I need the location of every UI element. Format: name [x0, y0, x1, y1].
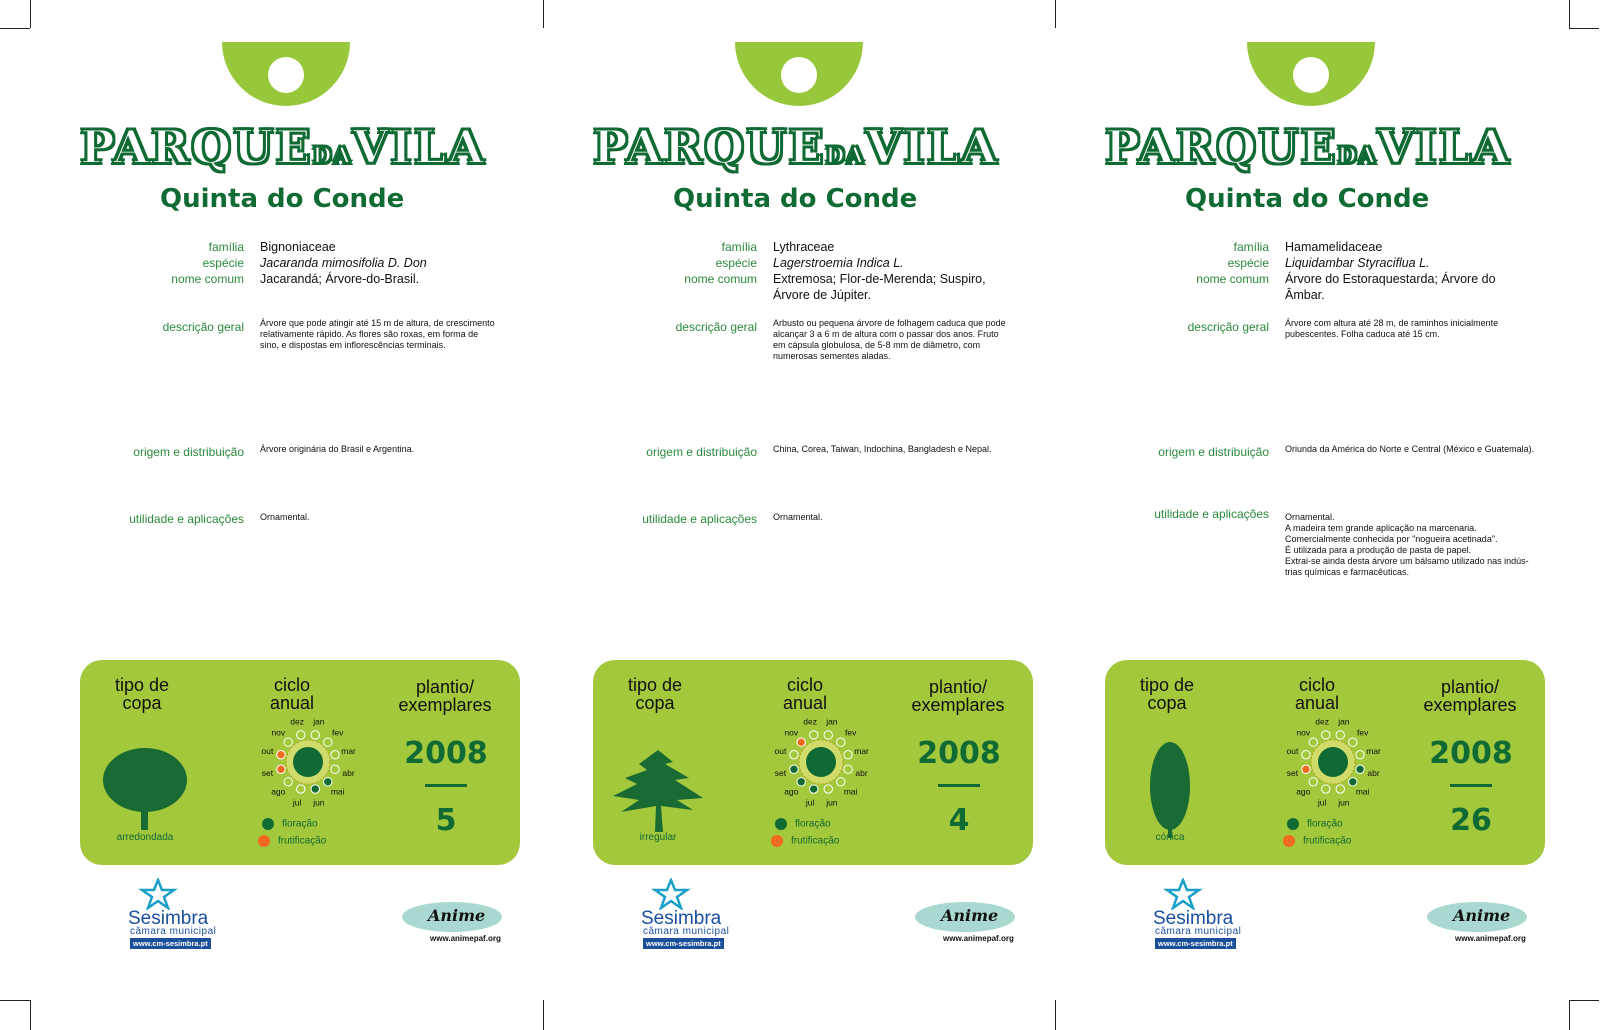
- label-especie: espécie: [1227, 256, 1269, 270]
- month-label-abr: abr: [342, 767, 355, 778]
- descricao-value: Arbusto ou pequena árvore de folhagem caduca que pode alcançar 3 a 6 m de altura com o passar dos anos. Fruto em cápsula globulosa, de 5-8 mm de diâmetro, com numerosas sementes aladas.: [773, 318, 1006, 361]
- sesimbra-url: www.cm-sesimbra.pt: [1155, 938, 1236, 949]
- month-label-mai: mai: [843, 786, 858, 797]
- hanger-tab: [735, 42, 863, 106]
- month-dot-dez: [810, 731, 818, 739]
- sesimbra-url: www.cm-sesimbra.pt: [643, 938, 724, 949]
- especie-value: Lagerstroemia Indica L.: [773, 256, 904, 270]
- origem-value: Oriunda da América do Norte e Central (México e Guatemala).: [1285, 444, 1535, 454]
- plantio-divider: [1450, 784, 1492, 787]
- sesimbra-name: Sesimbra: [1153, 908, 1234, 929]
- month-dot-jun: [311, 785, 319, 793]
- plantio-divider: [425, 784, 467, 787]
- info-panel: [1105, 660, 1545, 865]
- sesimbra-subtitle: câmara municipal: [1155, 926, 1242, 937]
- label-origem: origem e distribuição: [133, 445, 244, 459]
- plantio-year: 2008: [404, 736, 488, 771]
- subtitle: Quinta do Conde: [160, 184, 405, 214]
- month-dot-mar: [1356, 751, 1364, 759]
- anime-name: Anime: [941, 906, 999, 925]
- anime-name: Anime: [428, 906, 486, 925]
- info-panel: [80, 660, 520, 865]
- familia-value: Hamamelidaceae: [1285, 240, 1383, 254]
- month-label-ago: ago: [1296, 786, 1311, 797]
- label-especie: espécie: [715, 256, 757, 270]
- month-dot-mar: [844, 751, 852, 759]
- crop-mark: [0, 1000, 30, 1001]
- month-label-dez: dez: [803, 716, 817, 727]
- hanger-tab: [1247, 42, 1375, 106]
- month-label-ago: ago: [271, 786, 286, 797]
- month-label-jul: jul: [292, 797, 302, 808]
- month-label-mar: mar: [341, 746, 356, 757]
- logo-word-da: DA: [312, 143, 353, 169]
- label-descricao: descrição geral: [675, 320, 757, 334]
- logo-word-parque: PARQUE: [80, 120, 313, 174]
- label-especie: espécie: [202, 256, 244, 270]
- sesimbra-logo: [128, 880, 228, 950]
- origem-value: Árvore originária do Brasil e Argentina.: [260, 444, 415, 454]
- month-dot-jan: [824, 731, 832, 739]
- month-label-nov: nov: [784, 727, 799, 738]
- month-dot-abr: [844, 765, 852, 773]
- month-label-ago: ago: [784, 786, 799, 797]
- legend-frutificacao: frutificação: [258, 835, 326, 847]
- month-dot-ago: [284, 778, 292, 786]
- anime-logo: [400, 898, 510, 948]
- plantio-year: 2008: [917, 736, 1001, 771]
- label-origem: origem e distribuição: [1158, 445, 1269, 459]
- sesimbra-name: Sesimbra: [128, 908, 209, 929]
- month-label-fev: fev: [845, 727, 857, 738]
- frutificacao-dot-icon: [771, 835, 783, 847]
- crop-mark: [1569, 1000, 1570, 1030]
- month-dot-abr: [1356, 765, 1364, 773]
- descricao-value: Árvore que pode atingir até 15 m de altura, de crescimento relativamente rápido. As flores são roxas, em forma de sino, e dispostas em inflorescências terminais.: [260, 318, 495, 350]
- panel-ciclo-anual-title: ciclo anual: [782, 675, 828, 713]
- panel-plantio-title: plantio/ exemplares: [398, 677, 492, 715]
- label-familia: família: [1233, 240, 1269, 254]
- month-dot-jan: [1336, 731, 1344, 739]
- floracao-dot-icon: [262, 818, 274, 830]
- legend-floracao: floração: [775, 818, 831, 830]
- month-label-mai: mai: [1355, 786, 1370, 797]
- month-dot-jan: [311, 731, 319, 739]
- month-dot-mai: [837, 778, 845, 786]
- tree-card: [1055, 0, 1567, 1030]
- label-utilidade: utilidade e aplicações: [129, 512, 244, 526]
- origem-value: China, Corea, Taiwan, Indochina, Bangladesh e Nepal.: [773, 444, 992, 454]
- parque-da-vila-logo: [1105, 120, 1525, 186]
- exemplares-count: 4: [948, 803, 970, 838]
- anime-url: www.animepaf.org: [943, 934, 1014, 943]
- frutificacao-dot-icon: [258, 835, 270, 847]
- crop-mark: [1569, 1000, 1599, 1001]
- subtitle: Quinta do Conde: [673, 184, 918, 214]
- month-dot-dez: [1322, 731, 1330, 739]
- month-dot-jun: [824, 785, 832, 793]
- tree-card: [543, 0, 1055, 1030]
- crown-type-label: cónica: [1155, 832, 1185, 843]
- exemplares-count: 26: [1450, 803, 1492, 838]
- crown-shape-icon: [603, 740, 713, 840]
- month-label-out: out: [774, 746, 787, 757]
- hanger-tab: [222, 42, 350, 106]
- subtitle: Quinta do Conde: [1185, 184, 1430, 214]
- logo-word-vila: VILA: [865, 120, 999, 174]
- annual-cycle-wheel: [741, 716, 871, 816]
- exemplares-count: 5: [435, 803, 457, 838]
- month-label-jan: jan: [313, 716, 325, 727]
- label-utilidade: utilidade e aplicações: [1154, 507, 1269, 521]
- label-nome-comum: nome comum: [1196, 272, 1269, 286]
- month-label-set: set: [261, 767, 274, 778]
- month-dot-set: [790, 765, 798, 773]
- month-dot-fev: [1349, 738, 1357, 746]
- label-descricao: descrição geral: [1187, 320, 1269, 334]
- month-label-jun: jun: [313, 797, 325, 808]
- month-dot-ago: [797, 778, 805, 786]
- especie-value: Jacaranda mimosifolia D. Don: [260, 256, 427, 270]
- month-label-mar: mar: [1366, 746, 1381, 757]
- starfish-icon: [1163, 878, 1203, 910]
- crown-shape-icon: [1115, 740, 1225, 840]
- especie-value: Liquidambar Styraciflua L.: [1285, 256, 1430, 270]
- sesimbra-logo: [1153, 880, 1253, 950]
- floracao-dot-icon: [1287, 818, 1299, 830]
- starfish-icon: [651, 878, 691, 910]
- legend-frutificacao: frutificação: [1283, 835, 1351, 847]
- floracao-dot-icon: [775, 818, 787, 830]
- annual-cycle-wheel: [1253, 716, 1383, 816]
- annual-cycle-wheel: [228, 716, 358, 816]
- familia-value: Bignoniaceae: [260, 240, 336, 254]
- month-dot-abr: [331, 765, 339, 773]
- month-dot-jul: [810, 785, 818, 793]
- month-dot-out: [277, 751, 285, 759]
- label-nome-comum: nome comum: [171, 272, 244, 286]
- label-familia: família: [721, 240, 757, 254]
- anime-url: www.animepaf.org: [1455, 934, 1526, 943]
- month-dot-ago: [1309, 778, 1317, 786]
- label-utilidade: utilidade e aplicações: [642, 512, 757, 526]
- panel-tipo-copa-title: tipo de copa: [627, 675, 683, 713]
- month-label-dez: dez: [290, 716, 304, 727]
- month-label-abr: abr: [855, 767, 868, 778]
- month-label-jan: jan: [1338, 716, 1350, 727]
- month-dot-set: [1302, 765, 1310, 773]
- utilidade-value: Ornamental. A madeira tem grande aplicação na marcenaria. Comercialmente conhecida por "nogueira acetinada". É utilizada para a produção de pasta de papel. Extrai-se ainda desta árvore um bálsamo utilizado nas indús- trias químicas e farmacêuticas.: [1285, 512, 1529, 577]
- crop-mark: [1569, 28, 1599, 29]
- plantio-divider: [938, 784, 980, 787]
- plantio-year: 2008: [1429, 736, 1513, 771]
- month-dot-nov: [1309, 738, 1317, 746]
- month-dot-fev: [837, 738, 845, 746]
- utilidade-value: Ornamental.: [260, 512, 310, 522]
- nome-comum-value: Extremosa; Flor-de-Merenda; Suspiro, Árvore de Júpiter.: [773, 272, 986, 302]
- month-label-nov: nov: [271, 727, 286, 738]
- sesimbra-name: Sesimbra: [641, 908, 722, 929]
- anime-logo: [913, 898, 1023, 948]
- month-label-set: set: [774, 767, 787, 778]
- month-label-out: out: [261, 746, 274, 757]
- legend-floracao: floração: [1287, 818, 1343, 830]
- month-dot-set: [277, 765, 285, 773]
- sesimbra-logo: [641, 880, 741, 950]
- month-dot-jun: [1336, 785, 1344, 793]
- logo-word-vila: VILA: [352, 120, 486, 174]
- familia-value: Lythraceae: [773, 240, 835, 254]
- frutificacao-dot-icon: [1283, 835, 1295, 847]
- month-label-abr: abr: [1367, 767, 1380, 778]
- anime-logo: [1425, 898, 1535, 948]
- tree-card: [30, 0, 542, 1030]
- month-label-fev: fev: [1357, 727, 1369, 738]
- month-label-jun: jun: [1338, 797, 1350, 808]
- crown-shape-icon: [90, 740, 200, 840]
- month-dot-mai: [1349, 778, 1357, 786]
- logo-word-parque: PARQUE: [1105, 120, 1338, 174]
- crown-type-label: arredondada: [116, 832, 174, 843]
- legend-floracao: floração: [262, 818, 318, 830]
- panel-plantio-title: plantio/ exemplares: [1423, 677, 1517, 715]
- month-dot-out: [790, 751, 798, 759]
- panel-tipo-copa-title: tipo de copa: [114, 675, 170, 713]
- month-label-dez: dez: [1315, 716, 1329, 727]
- legend-frutificacao: frutificação: [771, 835, 839, 847]
- anime-name: Anime: [1453, 906, 1511, 925]
- month-label-mai: mai: [330, 786, 345, 797]
- logo-word-da: DA: [825, 143, 866, 169]
- sesimbra-subtitle: câmara municipal: [130, 926, 217, 937]
- logo-word-vila: VILA: [1377, 120, 1511, 174]
- month-label-set: set: [1286, 767, 1299, 778]
- month-dot-jul: [1322, 785, 1330, 793]
- nome-comum-value: Árvore do Estoraquestarda; Árvore do Âmbar.: [1285, 272, 1496, 302]
- parque-da-vila-logo: [80, 120, 500, 186]
- label-nome-comum: nome comum: [684, 272, 757, 286]
- label-origem: origem e distribuição: [646, 445, 757, 459]
- crop-mark: [1569, 0, 1570, 28]
- month-label-fev: fev: [332, 727, 344, 738]
- anime-url: www.animepaf.org: [430, 934, 501, 943]
- panel-ciclo-anual-title: ciclo anual: [269, 675, 315, 713]
- month-dot-nov: [797, 738, 805, 746]
- month-label-jan: jan: [826, 716, 838, 727]
- utilidade-value: Ornamental.: [773, 512, 823, 522]
- month-dot-dez: [297, 731, 305, 739]
- month-label-nov: nov: [1296, 727, 1311, 738]
- descricao-value: Árvore com altura até 28 m, de raminhos inicialmente pubescentes. Folha caduca até 15 cm.: [1285, 318, 1499, 339]
- parque-da-vila-logo: [593, 120, 1013, 186]
- label-familia: família: [208, 240, 244, 254]
- month-label-mar: mar: [854, 746, 869, 757]
- label-descricao: descrição geral: [162, 320, 244, 334]
- info-panel: [593, 660, 1033, 865]
- month-dot-fev: [324, 738, 332, 746]
- month-dot-jul: [297, 785, 305, 793]
- month-dot-out: [1302, 751, 1310, 759]
- starfish-icon: [138, 878, 178, 910]
- crop-mark: [0, 28, 30, 29]
- logo-word-da: DA: [1337, 143, 1378, 169]
- month-dot-mai: [324, 778, 332, 786]
- month-label-out: out: [1286, 746, 1299, 757]
- month-dot-nov: [284, 738, 292, 746]
- panel-ciclo-anual-title: ciclo anual: [1294, 675, 1340, 713]
- sesimbra-subtitle: câmara municipal: [643, 926, 730, 937]
- crown-type-label: irregular: [639, 832, 677, 843]
- nome-comum-value: Jacarandá; Árvore-do-Brasil.: [260, 272, 420, 286]
- logo-word-parque: PARQUE: [593, 120, 826, 174]
- month-dot-mar: [331, 751, 339, 759]
- panel-tipo-copa-title: tipo de copa: [1139, 675, 1195, 713]
- month-label-jun: jun: [826, 797, 838, 808]
- panel-plantio-title: plantio/ exemplares: [911, 677, 1005, 715]
- month-label-jul: jul: [1317, 797, 1327, 808]
- sesimbra-url: www.cm-sesimbra.pt: [130, 938, 211, 949]
- month-label-jul: jul: [805, 797, 815, 808]
